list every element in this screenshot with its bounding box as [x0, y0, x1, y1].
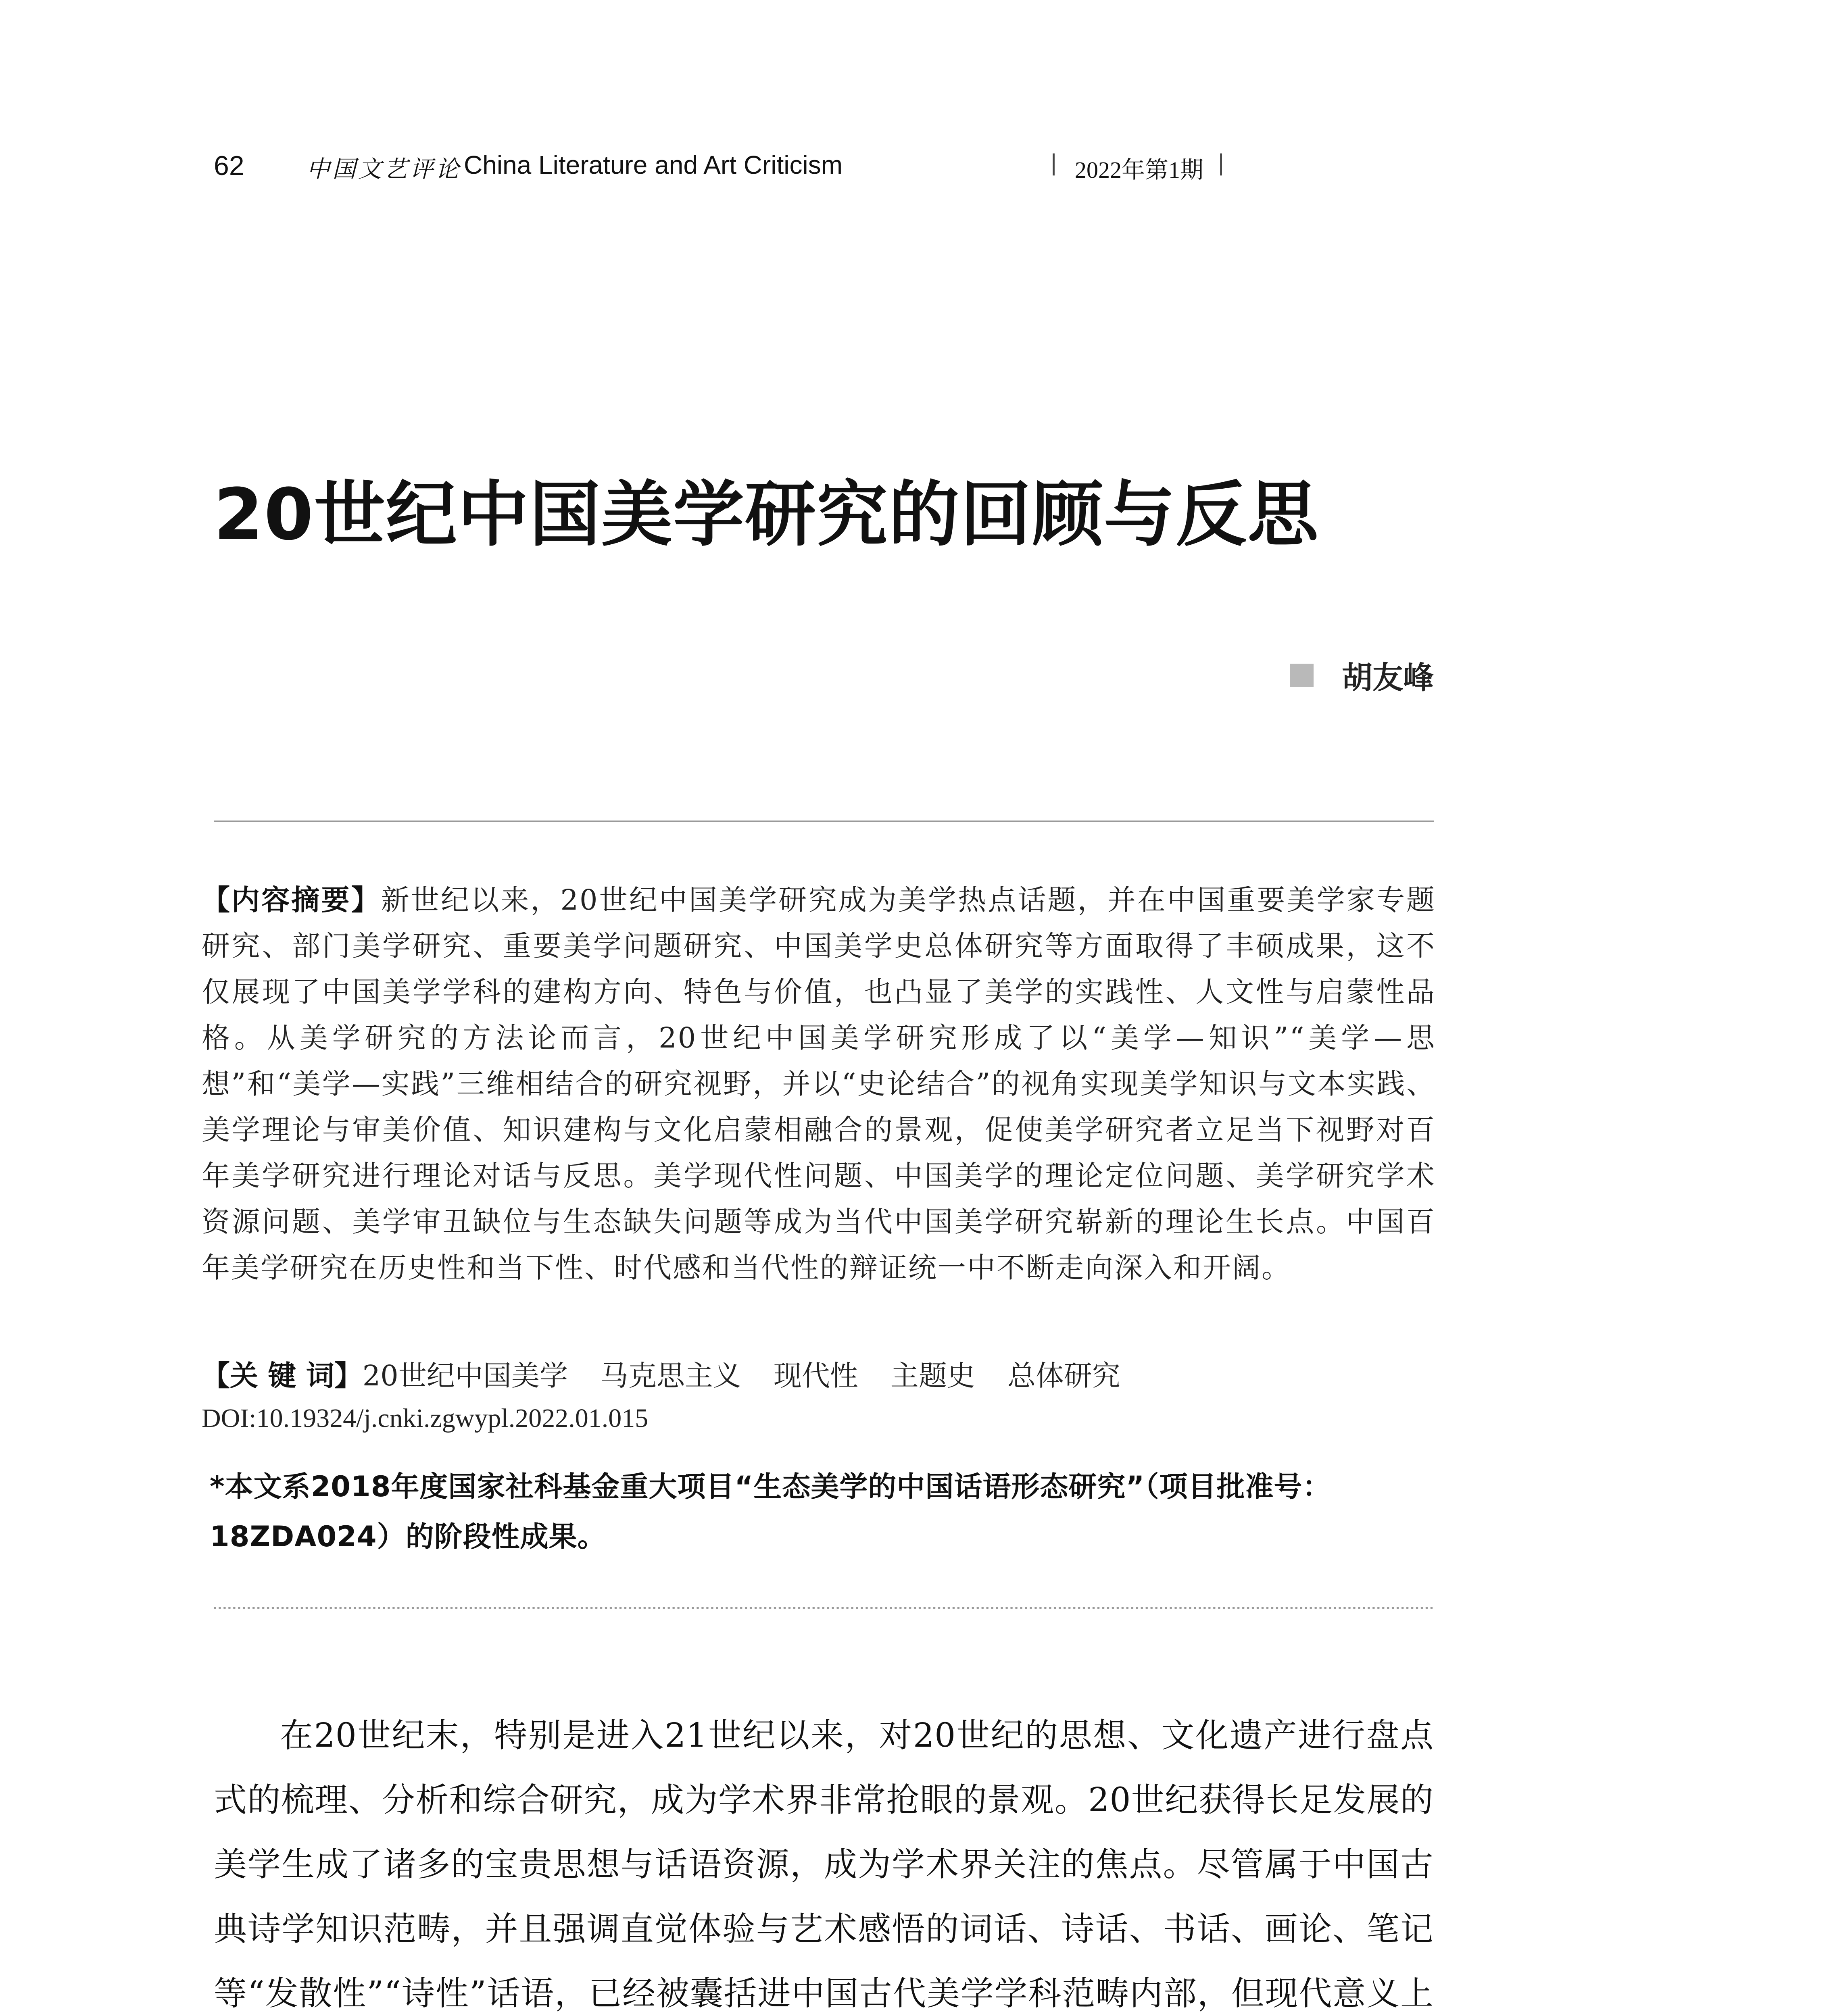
issue-label: 2022年第1期: [1075, 157, 1204, 183]
square-bullet-icon: [1290, 664, 1314, 687]
divider: [214, 821, 1434, 822]
journal-name-chinese: 中国文艺评论: [307, 155, 462, 183]
header-separator: |: [1218, 150, 1224, 176]
abstract-text: 新世纪以来，20世纪中国美学研究成为美学热点话题，并在中国重要美学家专题研究、部门美学研究、重要美学问题研究、中国美学史总体研究等方面取得了丰硕成果，这不仅展现了中国美学学科的建构方向、特色与价值，也凸显了美学的实践性、人文性与启蒙性品格。从美学研究的方法论而言，20世纪中国美学研究形成了以“美学—知识”“美学—思想”和“美学—实践”三维相结合的研究视野，并以“史论结合”的视角实现美学知识与文本实践、美学理论与审美价值、知识建构与文化启蒙相融合的景观，促使美学研究者立足当下视野对百年美学研究进行理论对话与反思。美学现代性问题、中国美学的理论定位问题、美学研究学术资源问题、美学审丑缺位与生态缺失问题等成为当代中国美学研究崭新的理论生长点。中国百年美学研究在历史性和当下性、时代感和当代性的辩证统一中不断走向深入和开阔。: [202, 883, 1436, 1284]
page-number: 62: [214, 150, 244, 181]
keyword: 总体研究: [1007, 1359, 1120, 1392]
keyword: 主题史: [890, 1359, 975, 1392]
journal-name-english: China Literature and Art Criticism: [464, 150, 843, 179]
dotted-divider: [214, 1607, 1434, 1609]
keywords: [202, 1353, 1436, 1399]
doi: DOI:10.19324/j.cnki.zgwypl.2022.01.015: [202, 1404, 649, 1433]
abstract: [202, 877, 1436, 1291]
body-paragraph: 在20世纪末，特别是进入21世纪以来，对20世纪的思想、文化遗产进行盘点式的梳理、分析和综合研究，成为学术界非常抢眼的景观。20世纪获得长足发展的美学生成了诸多的宝贵思想与话语资源，成为学术界关注的焦点。尽管属于中国古典诗学知识范畴，并且强调直觉体验与艺术感悟的词话、诗话、书话、画论、笔记等“发散性”“诗性”话语，已经被囊括进中国古代美学学科范畴内部，但现代意义上: [214, 1716, 1434, 2013]
header-separator: |: [1051, 150, 1057, 176]
keyword: 20世纪中国美学: [362, 1359, 568, 1392]
keywords-label: 【关 键 词】: [202, 1359, 363, 1392]
funding-footnote: *本文系2018年度国家社科基金重大项目“生态美学的中国话语形态研究”（项目批准号：18ZDA024）的阶段性成果。: [210, 1470, 1331, 1553]
keyword: 现代性: [773, 1359, 858, 1392]
article-title: 20世纪中国美学研究的回顾与反思: [214, 473, 1319, 556]
author-line: [1290, 653, 1434, 697]
abstract-label: 【内容摘要】: [202, 883, 381, 916]
author-name: 胡友峰: [1342, 660, 1434, 696]
keyword: 马克思主义: [600, 1359, 741, 1392]
